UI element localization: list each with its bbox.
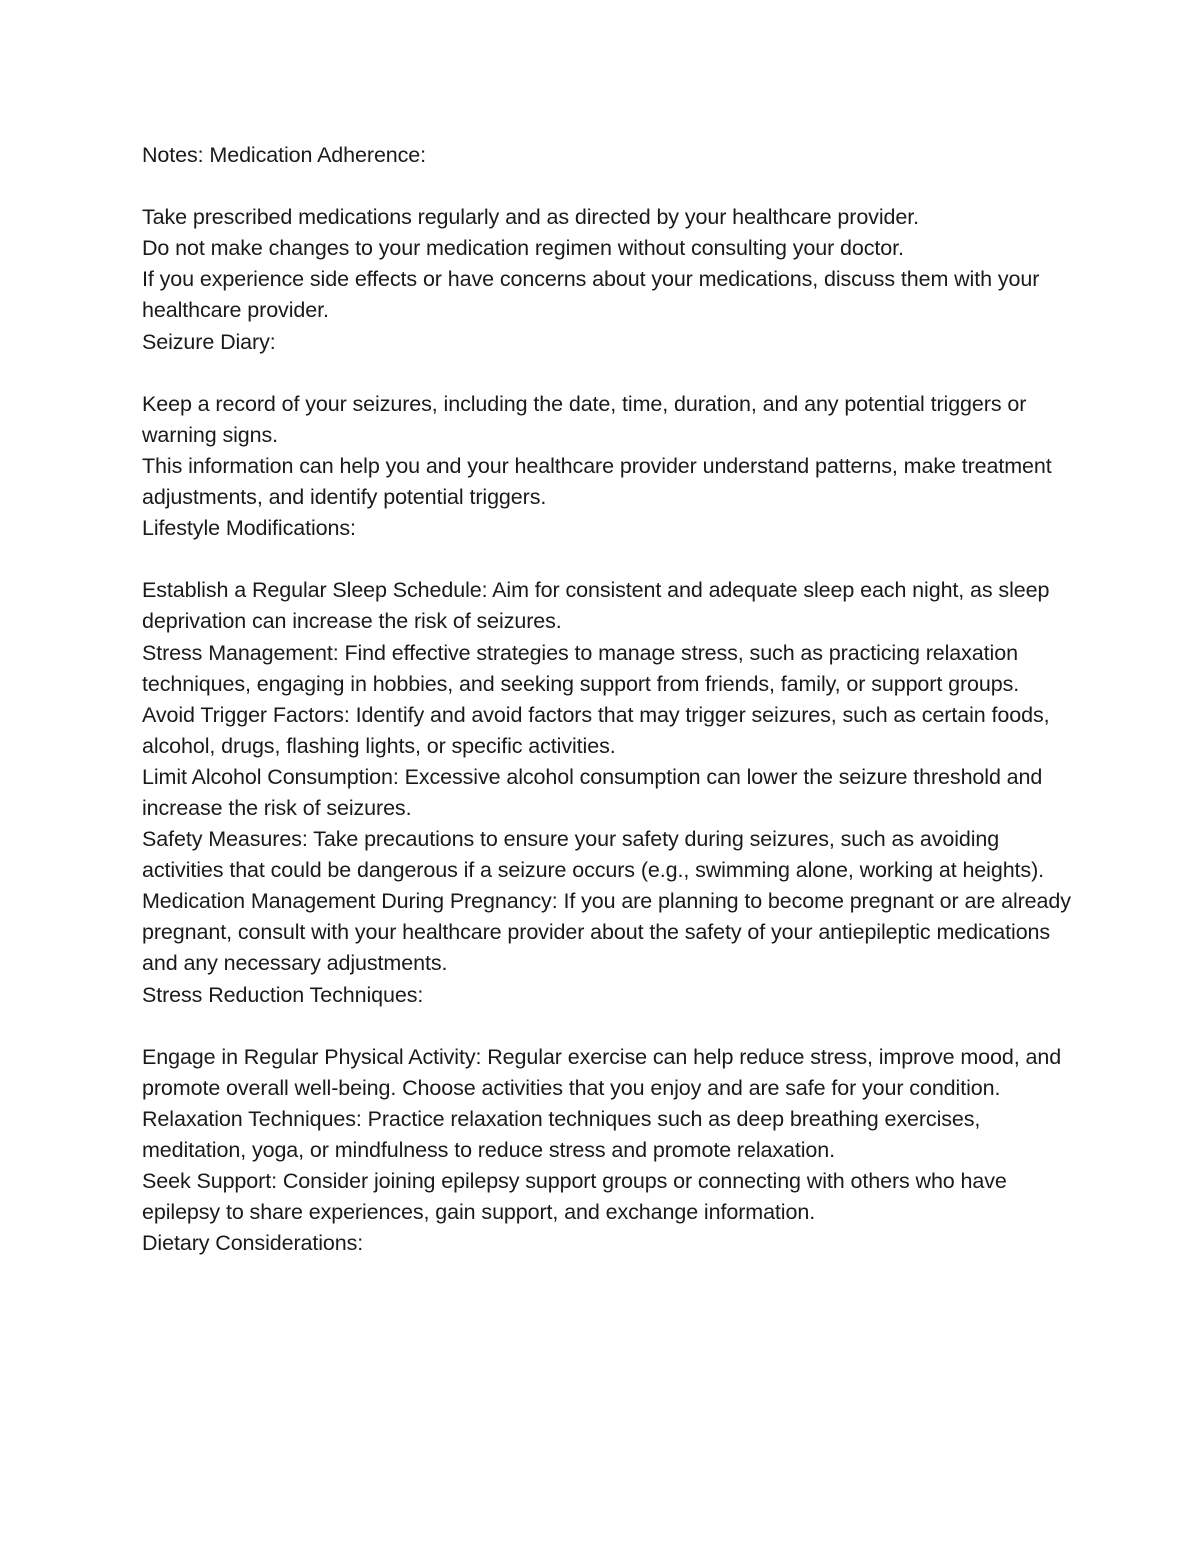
paragraph: Stress Management: Find effective strategies to manage stress, such as practicing relaxation techniques, engaging in hobbies, and seeking support from friends, family, or support groups.: [142, 640, 1020, 696]
paragraph: Take prescribed medications regularly and as directed by your healthcare provider.: [142, 205, 919, 230]
paragraph: Safety Measures: Take precautions to ensure your safety during seizures, such as avoiding activities that could be dangerous if a seizure occurs (e.g., swimming alone, working at heights).: [142, 827, 1045, 883]
paragraph: Establish a Regular Sleep Schedule: Aim for consistent and adequate sleep each night, as sleep deprivation can increase the risk of seizures.: [142, 578, 1050, 634]
blank-line: [142, 171, 1072, 202]
section-heading-lifestyle-modifications: Lifestyle Modifications:: [142, 516, 356, 541]
paragraph: This information can help you and your healthcare provider understand patterns, make treatment adjustments, and identify potential triggers.: [142, 453, 1052, 510]
blank-line: [142, 1011, 1072, 1042]
section-heading-dietary-considerations: Dietary Considerations:: [142, 1231, 364, 1256]
paragraph: Keep a record of your seizures, including the date, time, duration, and any potential triggers or warning signs.: [142, 391, 1027, 447]
paragraph: Limit Alcohol Consumption: Excessive alcohol consumption can lower the seizure threshold and increase the risk of seizures.: [142, 764, 1043, 820]
paragraph: Avoid Trigger Factors: Identify and avoid factors that may trigger seizures, such as certain foods, alcohol, drugs, flashing lights, or specific activities.: [142, 702, 1050, 758]
section-heading-seizure-diary: Seizure Diary:: [142, 329, 276, 354]
paragraph: If you experience side effects or have concerns about your medications, discuss them with your healthcare provider.: [142, 267, 1040, 323]
section-heading-stress-reduction: Stress Reduction Techniques:: [142, 982, 424, 1007]
section-heading-medication-adherence: Notes: Medication Adherence:: [142, 143, 427, 167]
blank-line: [142, 358, 1072, 389]
paragraph: Relaxation Techniques: Practice relaxation techniques such as deep breathing exercises, meditation, yoga, or mindfulness to reduce stress and promote relaxation.: [142, 1106, 981, 1162]
paragraph: Engage in Regular Physical Activity: Regular exercise can help reduce stress, improve mood, and promote overall well-being. Choose activities that you enjoy and are safe for your condition.: [142, 1044, 1062, 1100]
document-body: [142, 140, 1072, 1259]
paragraph: Seek Support: Consider joining epilepsy support groups or connecting with others who have epilepsy to share experiences, gain support, and exchange information.: [142, 1169, 1007, 1225]
paragraph: Do not make changes to your medication regimen without consulting your doctor.: [142, 236, 904, 261]
paragraph: Medication Management During Pregnancy: If you are planning to become pregnant or are already pregnant, consult with your healthcare provider about the safety of your antiepileptic medications and any necessary adjustments.: [142, 889, 1071, 976]
blank-line: [142, 544, 1072, 575]
